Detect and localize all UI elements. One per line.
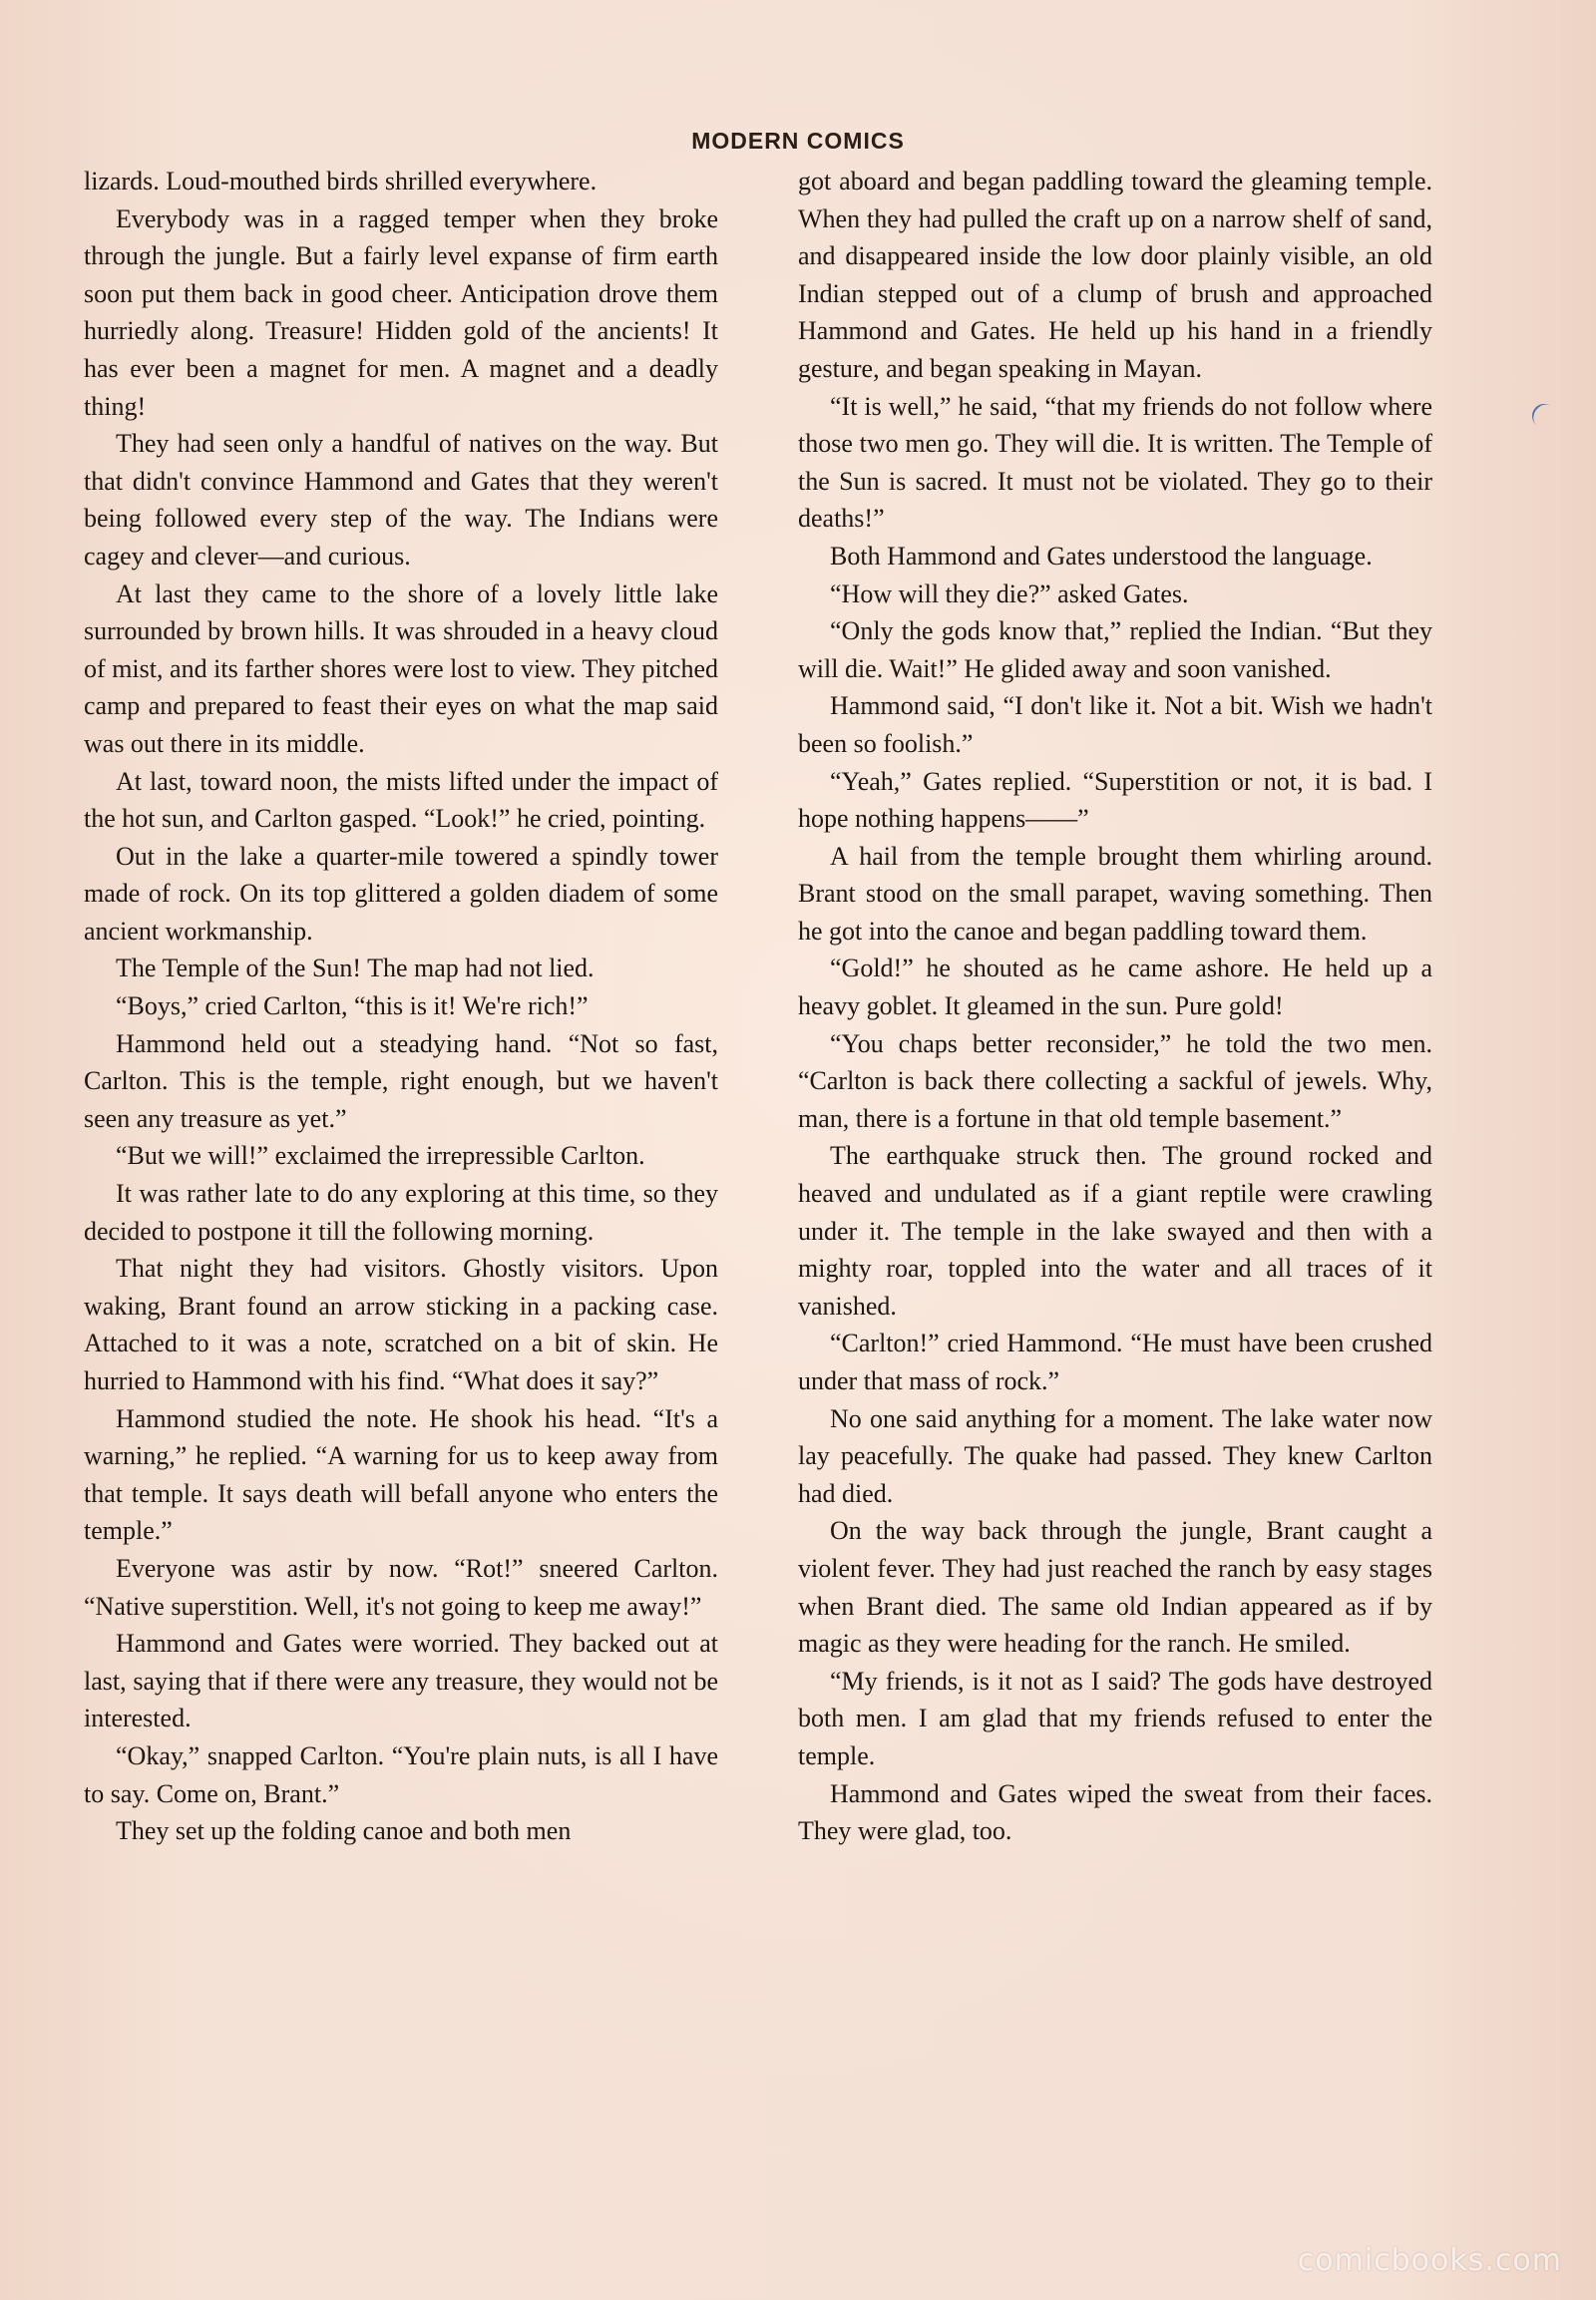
paragraph: got aboard and began paddling toward the gleaming temple. When they had pulled the craft up on a narrow shelf of sand, and disappeared inside the low door plainly visible, an old Indian stepped out of a clump of brush and approached Hammond and Gates. He held up his hand in a friendly gesture, and began speaking in Mayan. — [798, 167, 1432, 383]
paragraph: “How will they die?” asked Gates. — [830, 578, 1189, 608]
paragraph: “Only the gods know that,” replied the Indian. “But they will die. Wait!” He glided away and soon vanished. — [798, 616, 1432, 683]
paragraph: “You chaps better reconsider,” he told the two men. “Carlton is back there collecting a sackful of jewels. Why, man, there is a fortune in that old temple basement.” — [798, 1028, 1432, 1133]
page-header: MODERN COMICS — [691, 128, 905, 154]
paragraph: “Okay,” snapped Carlton. “You're plain nuts, is all I have to say. Come on, Brant.” — [84, 1740, 718, 1808]
paragraph: No one said anything for a moment. The lake water now lay peacefully. The quake had passed. They knew Carlton had died. — [798, 1403, 1432, 1508]
left-column — [84, 163, 718, 1850]
paragraph: Out in the lake a quarter-mile towered a spindly tower made of rock. On its top glittered a golden diadem of some ancient workmanship. — [84, 841, 718, 946]
paragraph: At last they came to the shore of a lovely little lake surrounded by brown hills. It was shrouded in a heavy cloud of mist, and its farther shores were lost to view. They pitched camp and prepared to feast their eyes on what the map said was out there in its middle. — [84, 578, 718, 758]
paragraph: “But we will!” exclaimed the irrepressible Carlton. — [116, 1141, 645, 1171]
paragraph: “Carlton!” cried Hammond. “He must have been crushed under that mass of rock.” — [798, 1329, 1432, 1395]
paragraph: Hammond said, “I don't like it. Not a bit. Wish we hadn't been so foolish.” — [798, 691, 1432, 758]
paragraph: At last, toward noon, the mists lifted under the impact of the hot sun, and Carlton gasped. “Look!” he cried, pointing. — [84, 766, 718, 834]
paragraph: “Boys,” cried Carlton, “this is it! We're rich!” — [116, 991, 589, 1021]
paragraph: Everybody was in a ragged temper when they broke through the jungle. But a fairly level expanse of firm earth soon put them back in good cheer. Anticipation drove them hurriedly along. Treasure! Hidden gold of the ancients! It has ever been a magnet for men. A magnet and a deadly thing! — [84, 203, 718, 421]
paragraph: They had seen only a handful of natives on the way. But that didn't convince Hammond and Gates that they weren't being followed every step of the way. The Indians were cagey and clever—and curious. — [84, 429, 718, 571]
paragraph: It was rather late to do any exploring at this time, so they decided to postpone it till the following morning. — [84, 1179, 718, 1246]
paragraph: Hammond held out a steadying hand. “Not so fast, Carlton. This is the temple, right enough, but we haven't seen any treasure as yet.” — [84, 1028, 718, 1133]
paragraph: “It is well,” he said, “that my friends do not follow where those two men go. They will die. It is written. The Temple of the Sun is sacred. It must not be violated. They go to their deaths!” — [798, 391, 1432, 534]
paragraph: “My friends, is it not as I said? The gods have destroyed both men. I am glad that my friends refused to enter the temple. — [798, 1666, 1432, 1770]
paragraph: Everyone was astir by now. “Rot!” sneered Carlton. “Native superstition. Well, it's not going to keep me away!” — [84, 1553, 718, 1621]
paragraph: That night they had visitors. Ghostly visitors. Upon waking, Brant found an arrow sticking in a packing case. Attached to it was a note, scratched on a bit of skin. He hurried to Hammond with his find. “What does it say?” — [84, 1254, 718, 1395]
paragraph: The earthquake struck then. The ground rocked and heaved and undulated as if a giant reptile were crawling under it. The temple in the lake swayed and then with a mighty roar, toppled into the water and all traces of it vanished. — [798, 1141, 1432, 1321]
paragraph: Both Hammond and Gates understood the language. — [830, 541, 1373, 571]
paragraph: Hammond and Gates wiped the sweat from their faces. They were glad, too. — [798, 1778, 1432, 1846]
watermark: comicbooks.com — [1297, 2243, 1562, 2278]
paragraph: A hail from the temple brought them whirling around. Brant stood on the small parapet, waving something. Then he got into the canoe and began paddling toward them. — [798, 841, 1432, 946]
paragraph: On the way back through the jungle, Brant caught a violent fever. They had just reached the ranch by easy stages when Brant died. The same old Indian appeared as if by magic as they were heading for the ranch. He smiled. — [798, 1516, 1432, 1659]
paragraph: Hammond studied the note. He shook his head. “It's a warning,” he replied. “A warning for us to keep away from that temple. It says death will befall anyone who enters the temple.” — [84, 1403, 718, 1546]
right-column — [798, 163, 1432, 1850]
paragraph: “Gold!” he shouted as he came ashore. He held up a heavy goblet. It gleamed in the sun. Pure gold! — [798, 954, 1432, 1021]
paragraph: Hammond and Gates were worried. They backed out at last, saying that if there were any treasure, they would not be interested. — [84, 1629, 718, 1733]
paragraph: lizards. Loud-mouthed birds shrilled everywhere. — [84, 167, 598, 195]
paragraph: “Yeah,” Gates replied. “Superstition or not, it is bad. I hope nothing happens——” — [798, 766, 1432, 834]
pen-mark — [1527, 399, 1560, 432]
paragraph: They set up the folding canoe and both men — [116, 1816, 572, 1846]
paragraph: The Temple of the Sun! The map had not lied. — [116, 954, 595, 983]
